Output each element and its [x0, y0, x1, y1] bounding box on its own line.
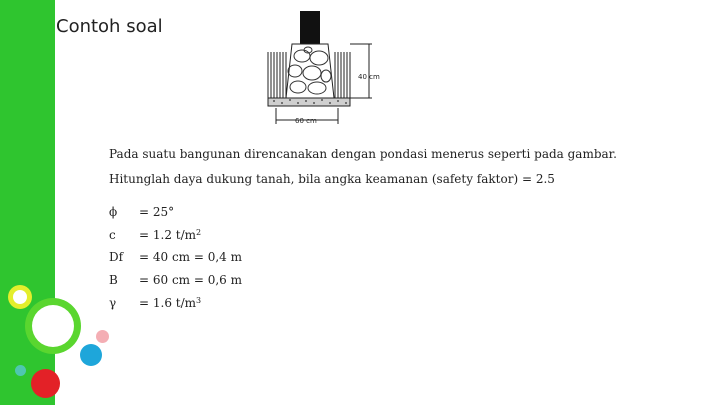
param-value-b: = 60 cm = 0,6 m: [139, 273, 243, 287]
slide-title: Contoh soal: [56, 16, 163, 37]
figure-width-label: 60 cm: [295, 117, 317, 125]
foundation-drawing: [262, 8, 394, 130]
param-exponent-gamma: 3: [196, 296, 202, 305]
decor-circle-yellow-inner: [13, 290, 27, 304]
param-symbol-phi: ϕ: [109, 205, 118, 219]
problem-statement: Pada suatu bangunan direncanakan dengan pondasi menerus seperti pada gambar.: [109, 147, 617, 161]
param-value-phi: = 25°: [139, 205, 175, 219]
problem-question: Hitunglah daya dukung tanah, bila angka keamanan (safety faktor) = 2.5: [109, 172, 555, 186]
decor-circle-green-inner: [32, 305, 74, 347]
param-symbol-c: c: [109, 228, 116, 242]
param-exponent-c: 2: [196, 228, 202, 237]
param-value-df: = 40 cm = 0,4 m: [139, 250, 243, 264]
decor-circle-teal: [15, 365, 26, 376]
param-value-c: = 1.2 $t/m^2$: [139, 228, 202, 242]
decor-circle-blue: [80, 344, 102, 366]
param-value-gamma: = 1.6 $t/m^3$: [139, 296, 202, 310]
foundation-figure: [262, 8, 394, 130]
param-symbol-df: Df: [109, 250, 124, 264]
param-symbol-gamma: γ: [109, 296, 117, 310]
decor-circle-pink: [96, 330, 109, 343]
figure-height-label: 40 cm: [358, 73, 380, 81]
decor-circle-red: [31, 369, 60, 398]
param-symbol-b: B: [109, 273, 118, 287]
